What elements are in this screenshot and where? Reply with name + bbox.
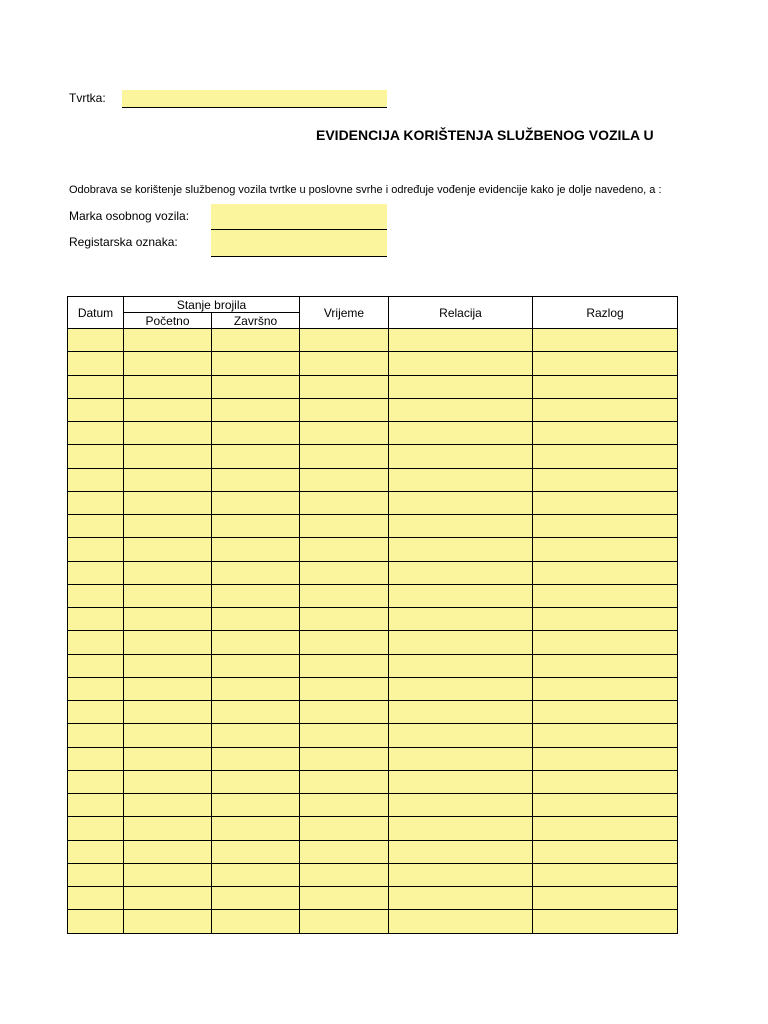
- table-row: [68, 352, 678, 375]
- cell-zavrsno[interactable]: [212, 422, 300, 445]
- cell-razlog[interactable]: [533, 724, 678, 747]
- cell-razlog[interactable]: [533, 468, 678, 491]
- cell-pocetno[interactable]: [124, 863, 212, 886]
- cell-relacija[interactable]: [389, 445, 533, 468]
- cell-pocetno[interactable]: [124, 491, 212, 514]
- cell-pocetno[interactable]: [124, 329, 212, 352]
- cell-datum[interactable]: [68, 794, 124, 817]
- cell-razlog[interactable]: [533, 654, 678, 677]
- cell-vrijeme[interactable]: [300, 561, 389, 584]
- cell-relacija[interactable]: [389, 794, 533, 817]
- cell-zavrsno[interactable]: [212, 561, 300, 584]
- cell-datum[interactable]: [68, 422, 124, 445]
- cell-razlog[interactable]: [533, 677, 678, 700]
- table-row: [68, 375, 678, 398]
- table-row: [68, 817, 678, 840]
- cell-vrijeme[interactable]: [300, 677, 389, 700]
- cell-relacija[interactable]: [389, 770, 533, 793]
- cell-pocetno[interactable]: [124, 770, 212, 793]
- cell-vrijeme[interactable]: [300, 887, 389, 910]
- cell-relacija[interactable]: [389, 468, 533, 491]
- cell-vrijeme[interactable]: [300, 701, 389, 724]
- cell-relacija[interactable]: [389, 422, 533, 445]
- cell-pocetno[interactable]: [124, 445, 212, 468]
- cell-pocetno[interactable]: [124, 468, 212, 491]
- table-row: [68, 398, 678, 421]
- cell-vrijeme[interactable]: [300, 398, 389, 421]
- cell-datum[interactable]: [68, 515, 124, 538]
- cell-relacija[interactable]: [389, 584, 533, 607]
- cell-datum[interactable]: [68, 538, 124, 561]
- table-row: [68, 910, 678, 933]
- cell-vrijeme[interactable]: [300, 910, 389, 933]
- cell-zavrsno[interactable]: [212, 515, 300, 538]
- cell-razlog[interactable]: [533, 352, 678, 375]
- cell-relacija[interactable]: [389, 654, 533, 677]
- cell-pocetno[interactable]: [124, 515, 212, 538]
- registration-input[interactable]: [211, 230, 387, 257]
- cell-pocetno[interactable]: [124, 654, 212, 677]
- intro-text: Odobrava se korištenje službenog vozila tvrtke u poslovne svrhe i određuje vođenje evidencije kako je dolje navedeno, a :: [69, 184, 662, 196]
- table-row: [68, 422, 678, 445]
- cell-razlog[interactable]: [533, 631, 678, 654]
- vehicle-make-input[interactable]: [211, 204, 387, 230]
- cell-vrijeme[interactable]: [300, 863, 389, 886]
- table-row: [68, 840, 678, 863]
- cell-zavrsno[interactable]: [212, 584, 300, 607]
- cell-datum[interactable]: [68, 654, 124, 677]
- cell-pocetno[interactable]: [124, 817, 212, 840]
- cell-datum[interactable]: [68, 584, 124, 607]
- cell-pocetno[interactable]: [124, 398, 212, 421]
- cell-razlog[interactable]: [533, 840, 678, 863]
- table-row: [68, 770, 678, 793]
- cell-pocetno[interactable]: [124, 887, 212, 910]
- cell-zavrsno[interactable]: [212, 654, 300, 677]
- cell-vrijeme[interactable]: [300, 747, 389, 770]
- cell-relacija[interactable]: [389, 491, 533, 514]
- cell-vrijeme[interactable]: [300, 840, 389, 863]
- cell-datum[interactable]: [68, 677, 124, 700]
- cell-relacija[interactable]: [389, 631, 533, 654]
- cell-vrijeme[interactable]: [300, 654, 389, 677]
- cell-datum[interactable]: [68, 863, 124, 886]
- cell-vrijeme[interactable]: [300, 491, 389, 514]
- cell-pocetno[interactable]: [124, 677, 212, 700]
- cell-datum[interactable]: [68, 724, 124, 747]
- cell-vrijeme[interactable]: [300, 352, 389, 375]
- cell-relacija[interactable]: [389, 910, 533, 933]
- column-header-stanje-brojila: Stanje brojila: [124, 297, 300, 313]
- cell-datum[interactable]: [68, 375, 124, 398]
- cell-razlog[interactable]: [533, 515, 678, 538]
- table-row: [68, 747, 678, 770]
- cell-zavrsno[interactable]: [212, 491, 300, 514]
- cell-relacija[interactable]: [389, 701, 533, 724]
- page-title: EVIDENCIJA KORIŠTENJA SLUŽBENOG VOZILA U: [316, 127, 654, 143]
- cell-datum[interactable]: [68, 701, 124, 724]
- cell-relacija[interactable]: [389, 863, 533, 886]
- column-header-datum: Datum: [68, 297, 124, 329]
- cell-zavrsno[interactable]: [212, 352, 300, 375]
- cell-zavrsno[interactable]: [212, 770, 300, 793]
- cell-razlog[interactable]: [533, 422, 678, 445]
- cell-relacija[interactable]: [389, 561, 533, 584]
- cell-zavrsno[interactable]: [212, 887, 300, 910]
- cell-zavrsno[interactable]: [212, 631, 300, 654]
- cell-razlog[interactable]: [533, 584, 678, 607]
- table-row: [68, 445, 678, 468]
- cell-relacija[interactable]: [389, 747, 533, 770]
- table-row: [68, 584, 678, 607]
- column-header-pocetno: Početno: [124, 313, 212, 329]
- cell-razlog[interactable]: [533, 329, 678, 352]
- cell-vrijeme[interactable]: [300, 329, 389, 352]
- vehicle-make-label: Marka osobnog vozila:: [69, 209, 190, 223]
- cell-pocetno[interactable]: [124, 422, 212, 445]
- cell-pocetno[interactable]: [124, 840, 212, 863]
- cell-zavrsno[interactable]: [212, 701, 300, 724]
- table-row: [68, 561, 678, 584]
- cell-datum[interactable]: [68, 817, 124, 840]
- cell-razlog[interactable]: [533, 747, 678, 770]
- cell-pocetno[interactable]: [124, 538, 212, 561]
- cell-zavrsno[interactable]: [212, 398, 300, 421]
- cell-zavrsno[interactable]: [212, 724, 300, 747]
- cell-pocetno[interactable]: [124, 608, 212, 631]
- cell-datum[interactable]: [68, 398, 124, 421]
- cell-pocetno[interactable]: [124, 375, 212, 398]
- cell-relacija[interactable]: [389, 677, 533, 700]
- cell-razlog[interactable]: [533, 817, 678, 840]
- cell-datum[interactable]: [68, 491, 124, 514]
- column-header-relacija: Relacija: [389, 297, 533, 329]
- cell-vrijeme[interactable]: [300, 817, 389, 840]
- cell-datum[interactable]: [68, 887, 124, 910]
- cell-razlog[interactable]: [533, 863, 678, 886]
- cell-razlog[interactable]: [533, 701, 678, 724]
- table-row: [68, 724, 678, 747]
- cell-vrijeme[interactable]: [300, 608, 389, 631]
- cell-zavrsno[interactable]: [212, 445, 300, 468]
- cell-datum[interactable]: [68, 631, 124, 654]
- cell-relacija[interactable]: [389, 329, 533, 352]
- column-header-razlog: Razlog: [533, 297, 678, 329]
- cell-razlog[interactable]: [533, 445, 678, 468]
- cell-zavrsno[interactable]: [212, 794, 300, 817]
- cell-razlog[interactable]: [533, 794, 678, 817]
- cell-vrijeme[interactable]: [300, 584, 389, 607]
- cell-relacija[interactable]: [389, 724, 533, 747]
- table-row: [68, 329, 678, 352]
- cell-zavrsno[interactable]: [212, 608, 300, 631]
- cell-pocetno[interactable]: [124, 584, 212, 607]
- cell-relacija[interactable]: [389, 398, 533, 421]
- table-body: [68, 329, 678, 934]
- cell-datum[interactable]: [68, 329, 124, 352]
- registration-label: Registarska oznaka:: [69, 235, 178, 249]
- cell-razlog[interactable]: [533, 398, 678, 421]
- cell-vrijeme[interactable]: [300, 631, 389, 654]
- cell-relacija[interactable]: [389, 515, 533, 538]
- cell-zavrsno[interactable]: [212, 375, 300, 398]
- cell-razlog[interactable]: [533, 887, 678, 910]
- cell-zavrsno[interactable]: [212, 747, 300, 770]
- cell-relacija[interactable]: [389, 352, 533, 375]
- table-row: [68, 677, 678, 700]
- cell-zavrsno[interactable]: [212, 817, 300, 840]
- cell-datum[interactable]: [68, 352, 124, 375]
- cell-zavrsno[interactable]: [212, 329, 300, 352]
- cell-vrijeme[interactable]: [300, 724, 389, 747]
- company-label: Tvrtka:: [69, 91, 106, 105]
- cell-razlog[interactable]: [533, 491, 678, 514]
- cell-razlog[interactable]: [533, 608, 678, 631]
- table-row: [68, 794, 678, 817]
- cell-vrijeme[interactable]: [300, 770, 389, 793]
- table-row: [68, 654, 678, 677]
- cell-vrijeme[interactable]: [300, 468, 389, 491]
- cell-vrijeme[interactable]: [300, 538, 389, 561]
- cell-relacija[interactable]: [389, 840, 533, 863]
- cell-razlog[interactable]: [533, 770, 678, 793]
- cell-razlog[interactable]: [533, 561, 678, 584]
- cell-vrijeme[interactable]: [300, 794, 389, 817]
- table-row: [68, 887, 678, 910]
- cell-pocetno[interactable]: [124, 747, 212, 770]
- cell-datum[interactable]: [68, 840, 124, 863]
- cell-zavrsno[interactable]: [212, 840, 300, 863]
- cell-pocetno[interactable]: [124, 352, 212, 375]
- cell-vrijeme[interactable]: [300, 515, 389, 538]
- cell-razlog[interactable]: [533, 538, 678, 561]
- table-row: [68, 491, 678, 514]
- table-row: [68, 468, 678, 491]
- table-row: [68, 538, 678, 561]
- cell-zavrsno[interactable]: [212, 677, 300, 700]
- cell-datum[interactable]: [68, 468, 124, 491]
- cell-razlog[interactable]: [533, 910, 678, 933]
- usage-log-table: [67, 296, 678, 934]
- cell-relacija[interactable]: [389, 538, 533, 561]
- table-row: [68, 608, 678, 631]
- cell-pocetno[interactable]: [124, 701, 212, 724]
- cell-pocetno[interactable]: [124, 794, 212, 817]
- company-input[interactable]: [122, 90, 387, 108]
- cell-relacija[interactable]: [389, 608, 533, 631]
- cell-datum[interactable]: [68, 770, 124, 793]
- cell-datum[interactable]: [68, 561, 124, 584]
- cell-pocetno[interactable]: [124, 631, 212, 654]
- cell-relacija[interactable]: [389, 817, 533, 840]
- cell-datum[interactable]: [68, 910, 124, 933]
- cell-datum[interactable]: [68, 445, 124, 468]
- column-header-zavrsno: Završno: [212, 313, 300, 329]
- cell-pocetno[interactable]: [124, 910, 212, 933]
- cell-relacija[interactable]: [389, 375, 533, 398]
- cell-vrijeme[interactable]: [300, 445, 389, 468]
- cell-razlog[interactable]: [533, 375, 678, 398]
- cell-pocetno[interactable]: [124, 724, 212, 747]
- table-row: [68, 863, 678, 886]
- column-header-vrijeme: Vrijeme: [300, 297, 389, 329]
- cell-zavrsno[interactable]: [212, 910, 300, 933]
- cell-datum[interactable]: [68, 747, 124, 770]
- cell-relacija[interactable]: [389, 887, 533, 910]
- cell-zavrsno[interactable]: [212, 538, 300, 561]
- table-row: [68, 701, 678, 724]
- cell-vrijeme[interactable]: [300, 375, 389, 398]
- table-row: [68, 631, 678, 654]
- cell-zavrsno[interactable]: [212, 863, 300, 886]
- cell-pocetno[interactable]: [124, 561, 212, 584]
- cell-datum[interactable]: [68, 608, 124, 631]
- cell-vrijeme[interactable]: [300, 422, 389, 445]
- cell-zavrsno[interactable]: [212, 468, 300, 491]
- table-row: [68, 515, 678, 538]
